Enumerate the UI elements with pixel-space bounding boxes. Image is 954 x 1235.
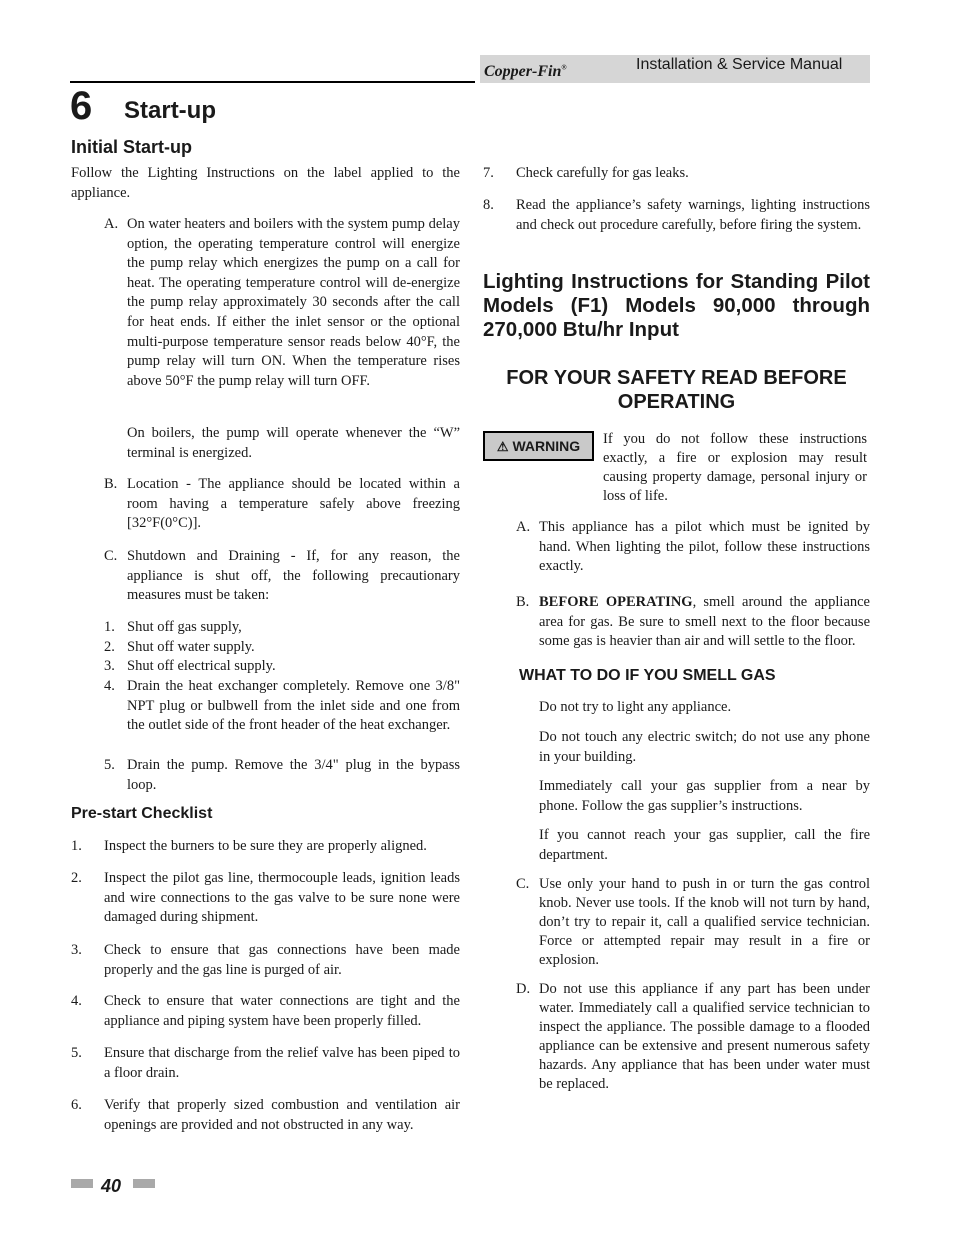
smell-step: If you cannot reach your gas supplier, call the fire department. bbox=[539, 827, 870, 863]
list-item: C. Shutdown and Draining - If, for any reason, the appliance is shut off, the following precautionary measures must be taken: bbox=[104, 548, 460, 604]
chapter-number: 6 bbox=[70, 84, 93, 128]
smell-step: Do not try to light any appliance. bbox=[539, 699, 732, 715]
list-item: A. This appliance has a pilot which must be ignited by hand. When lighting the pilot, follow these instructions exactly. bbox=[516, 519, 870, 575]
list-item: 2. Inspect the pilot gas line, thermocouple leads, ignition leads and wire connections to the gas valve to be sure none were damaged during shipment. bbox=[71, 870, 460, 926]
warning-text: If you do not follow these instructions exactly, a fire or explosion may result causing property damage, personal injury or loss of life. bbox=[603, 431, 867, 504]
footer-bar-left bbox=[71, 1179, 93, 1188]
header-rule bbox=[70, 81, 475, 83]
list-item: 6. Verify that properly sized combustion and ventilation air openings are provided and not obstructed in any way. bbox=[71, 1097, 460, 1133]
list-item: 4. Drain the heat exchanger completely. Remove one 3/8" NPT plug or bulbwell from the inlet side and one from the outlet side of the front header of the heat exchanger. bbox=[104, 678, 460, 734]
list-item: On boilers, the pump will operate whenever the “W” terminal is energized. bbox=[127, 425, 460, 461]
list-item: 3. Check to ensure that gas connections have been made properly and the gas line is purged of air. bbox=[71, 942, 460, 978]
list-item: 8. Read the appliance’s safety warnings, lighting instructions and check out procedure carefully, before firing the system. bbox=[483, 197, 870, 233]
smell-step: Do not touch any electric switch; do not use any phone in your building. bbox=[539, 729, 870, 765]
brand-name: Copper-Fin® bbox=[484, 63, 567, 80]
list-item: B. BEFORE OPERATING, smell around the appliance area for gas. Be sure to smell next to the floor because some gas is heavier than air and will settle to the floor. bbox=[516, 594, 870, 650]
footer-bar-right bbox=[133, 1179, 155, 1188]
warning-icon: ⚠ bbox=[496, 439, 509, 454]
list-item: 4. Check to ensure that water connections are tight and the appliance and piping system have been properly filled. bbox=[71, 993, 460, 1029]
list-item: C. Use only your hand to push in or turn the gas control knob. Never use tools. If the knob will not turn by hand, don’t try to repair it, call a qualified service technician. Force or attempted repair may result in a fire or explosion. bbox=[516, 876, 870, 968]
smell-gas-heading: WHAT TO DO IF YOU SMELL GAS bbox=[519, 667, 776, 684]
list-item: 1. Inspect the burners to be sure they are properly aligned. bbox=[71, 838, 427, 854]
list-item: A. On water heaters and boilers with the system pump delay option, the operating temperature control will energize the pump relay which energizes the pump on a call for heat. The operating temperature control will de-energize the pump relay approximately 30 seconds after the call for heat ends. If either the inlet sensor or the optional multi-purpose temperature sensor reads below 40°F, the pump relay will turn ON. When the temperature rises above 50°F the pump relay will turn OFF. bbox=[104, 216, 460, 389]
list-item: D. Do not use this appliance if any part has been under water. Immediately call a qualified service technician to inspect the appliance. The possible damage to a flooded appliance can be extensive and present numerous safety hazards. Any appliance that has been under water must be replaced. bbox=[516, 981, 870, 1092]
warning-badge: ⚠ WARNING bbox=[483, 431, 594, 461]
list-item: 5. Ensure that discharge from the relief valve has been piped to a floor drain. bbox=[71, 1045, 460, 1081]
list-item: 3. Shut off electrical supply. bbox=[104, 658, 276, 674]
intro-paragraph: Follow the Lighting Instructions on the label applied to the appliance. bbox=[71, 165, 460, 201]
manual-title: Installation & Service Manual bbox=[636, 56, 843, 73]
lighting-instructions-heading: Lighting Instructions for Standing Pilot Models (F1) Models 90,000 through 270,000 Btu/hr Input bbox=[483, 270, 870, 341]
list-item: 2. Shut off water supply. bbox=[104, 639, 255, 655]
list-item: 7. Check carefully for gas leaks. bbox=[483, 165, 689, 181]
list-item: B. Location - The appliance should be located within a room having a temperature safely above freezing [32°F(0°C)]. bbox=[104, 476, 460, 532]
chapter-title: Start-up bbox=[124, 97, 216, 124]
list-item: 5. Drain the pump. Remove the 3/4" plug in the bypass loop. bbox=[104, 757, 460, 793]
safety-heading: FOR YOUR SAFETY READ BEFORE OPERATING bbox=[506, 367, 847, 413]
prestart-checklist-heading: Pre-start Checklist bbox=[71, 805, 213, 822]
smell-step: Immediately call your gas supplier from a near by phone. Follow the gas supplier’s instructions. bbox=[539, 778, 870, 814]
page-number: 40 bbox=[101, 1176, 122, 1196]
initial-startup-heading: Initial Start-up bbox=[71, 137, 192, 157]
list-item: 1. Shut off gas supply, bbox=[104, 619, 242, 635]
